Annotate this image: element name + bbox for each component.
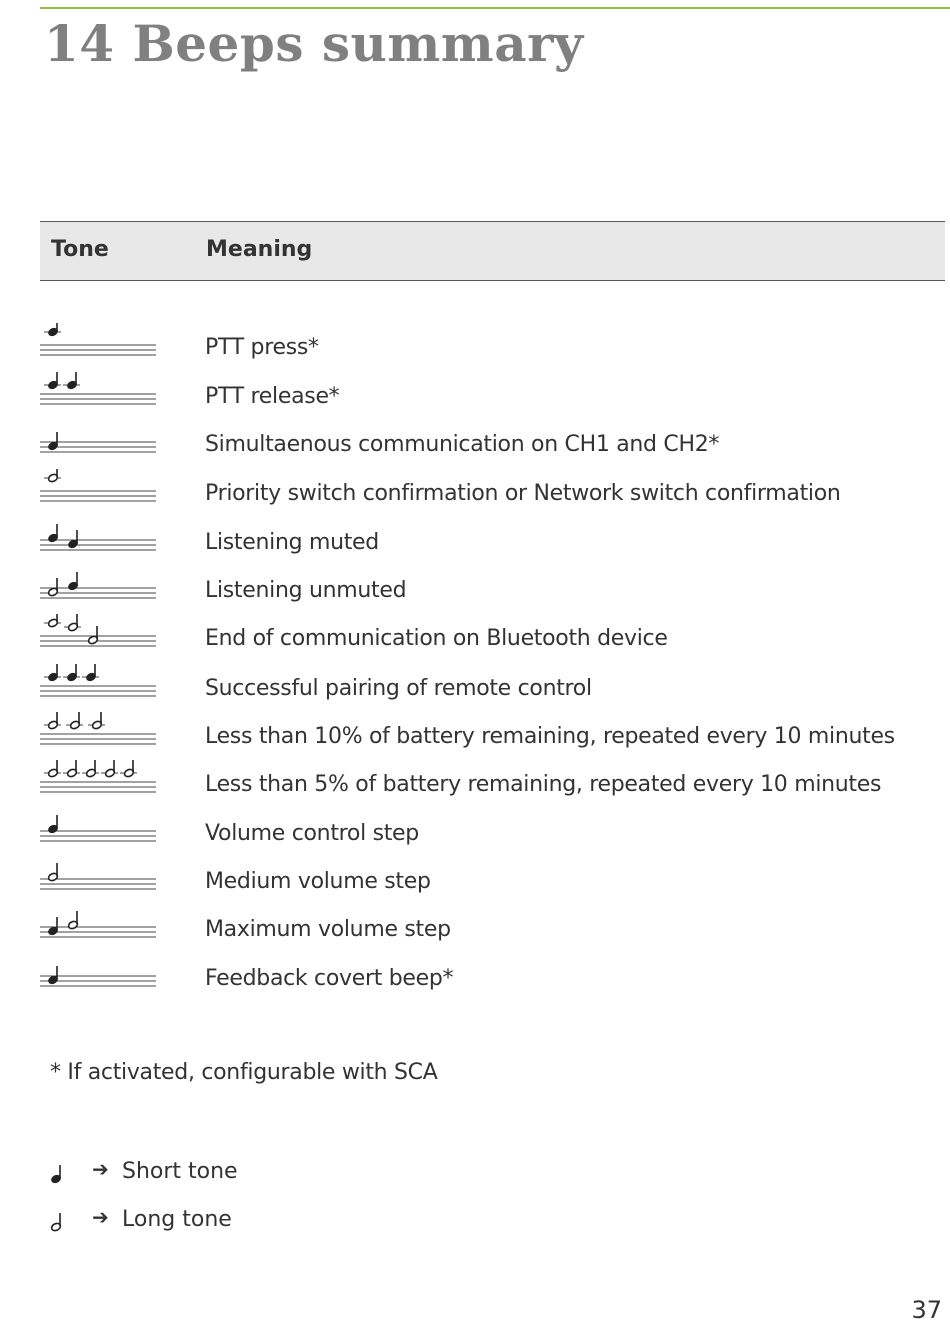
short-note-icon	[47, 917, 58, 936]
meaning-text: PTT press*	[205, 335, 319, 360]
legend-short-tone	[48, 1155, 348, 1191]
long-note-icon	[104, 760, 115, 778]
table-row	[0, 518, 950, 566]
tone-short-long-ascending-icon	[40, 905, 160, 945]
table-row	[0, 905, 950, 953]
tone-five-long-icon	[40, 760, 160, 800]
long-note-icon	[47, 578, 58, 597]
short-note-icon	[66, 372, 77, 390]
tone-short-low-icon	[40, 954, 160, 994]
table-row	[0, 760, 950, 808]
table-row	[0, 420, 950, 468]
short-note-icon	[48, 1157, 72, 1187]
tone-three-long-icon	[40, 712, 160, 752]
long-note-icon	[47, 614, 58, 628]
short-note-icon	[85, 664, 96, 682]
long-note-icon	[67, 911, 78, 930]
table-row	[0, 664, 950, 712]
meaning-text: Listening unmuted	[205, 578, 407, 603]
long-note-icon	[47, 760, 58, 778]
tone-ascending-icon	[40, 566, 160, 606]
long-note-glyph	[50, 1213, 61, 1232]
footnote: * If activated, configurable with SCA	[50, 1060, 438, 1085]
table-row	[0, 323, 950, 371]
tone-two-short-icon	[40, 372, 160, 412]
legend-long-tone	[48, 1203, 348, 1239]
arrow-icon: ➔	[92, 1157, 109, 1181]
tone-three-short-icon	[40, 664, 160, 704]
table-row	[0, 954, 950, 1002]
meaning-text: Priority switch confirmation or Network switch confirmation	[205, 481, 841, 506]
long-note-icon	[66, 760, 77, 778]
table-row	[0, 372, 950, 420]
meaning-column-header: Meaning	[206, 237, 313, 262]
table-row	[0, 857, 950, 905]
long-note-icon	[67, 614, 78, 632]
short-note-icon	[47, 372, 58, 390]
tone-short-mid-icon	[40, 809, 160, 849]
short-note-icon	[47, 966, 58, 985]
long-note-icon	[48, 1205, 72, 1235]
meaning-text: Volume control step	[205, 821, 419, 846]
table-header	[40, 221, 945, 281]
table-row	[0, 809, 950, 857]
arrow-icon: ➔	[92, 1205, 109, 1229]
page-number: 37	[911, 1296, 942, 1324]
meaning-text: End of communication on Bluetooth device	[205, 626, 668, 651]
meaning-text: Feedback covert beep*	[205, 966, 454, 991]
legend-label: Short tone	[122, 1159, 238, 1184]
table-row	[0, 712, 950, 760]
long-note-icon	[47, 712, 58, 730]
meaning-text: Maximum volume step	[205, 917, 451, 942]
meaning-text: Successful pairing of remote control	[205, 676, 592, 701]
meaning-text: Less than 10% of battery remaining, repeated every 10 minutes	[205, 724, 895, 749]
long-note-icon	[85, 760, 96, 778]
long-note-icon	[47, 863, 58, 882]
meaning-text: Listening muted	[205, 530, 379, 555]
meaning-text: Less than 5% of battery remaining, repeated every 10 minutes	[205, 772, 882, 797]
tone-long-descending-three-icon	[40, 614, 160, 654]
meaning-text: PTT release*	[205, 384, 340, 409]
meaning-text: Medium volume step	[205, 869, 431, 894]
tone-short-low-icon	[40, 420, 160, 460]
short-note-icon	[67, 530, 78, 549]
long-note-icon	[87, 626, 98, 645]
short-note-icon	[66, 664, 77, 682]
short-note-icon	[47, 323, 58, 337]
top-rule	[40, 7, 950, 9]
tone-long-mid-icon	[40, 857, 160, 897]
long-note-icon	[69, 712, 80, 730]
long-note-icon	[47, 469, 58, 483]
long-note-icon	[91, 712, 102, 730]
long-note-icon	[123, 760, 134, 778]
short-note-icon	[47, 664, 58, 682]
tone-column-header: Tone	[51, 237, 109, 262]
legend-label: Long tone	[122, 1207, 232, 1232]
tone-short-high-icon	[40, 323, 160, 363]
short-note-icon	[47, 432, 58, 451]
page-title: 14 Beeps summary	[44, 14, 584, 73]
meaning-text: Simultaenous communication on CH1 and CH2*	[205, 432, 720, 457]
tone-short-descending-icon	[40, 518, 160, 558]
table-row	[0, 469, 950, 517]
table-row	[0, 566, 950, 614]
table-row	[0, 614, 950, 662]
tone-long-high-icon	[40, 469, 160, 509]
short-note-glyph	[50, 1165, 61, 1184]
